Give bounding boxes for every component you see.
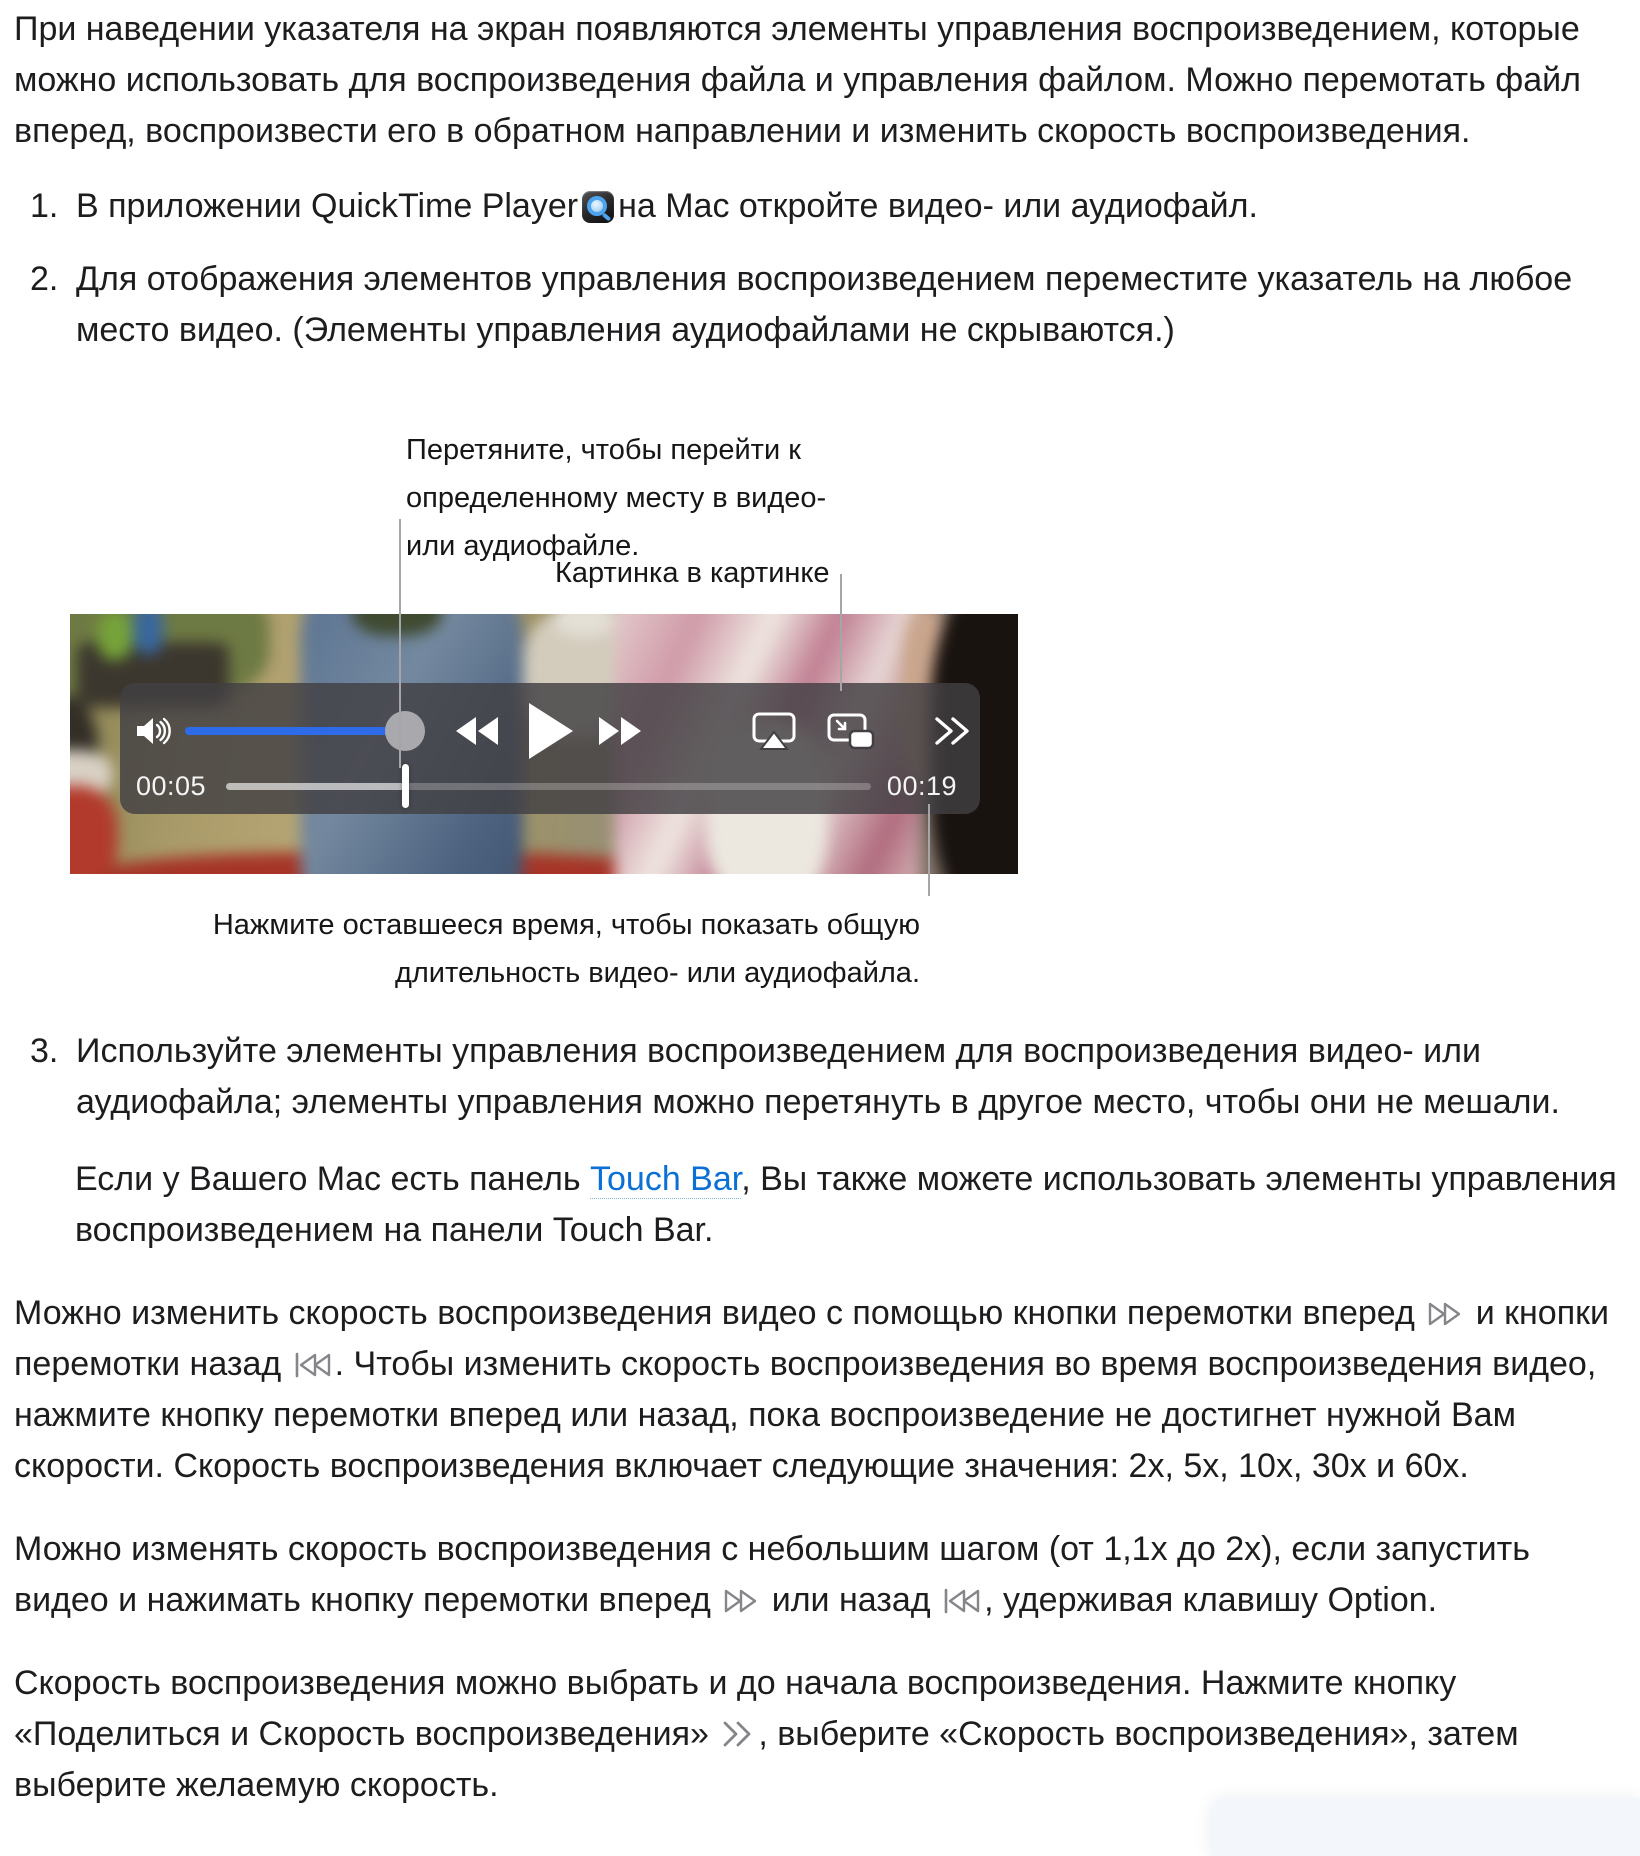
speed-increments-paragraph: Можно изменять скорость воспроизведения с небольшим шагом (от 1,1x до 2x), если запустить видео и нажимать кнопку перемотки вперед или назад , удерживая клавишу Option.: [14, 1530, 1530, 1619]
fast-forward-button-icon: [597, 716, 643, 746]
callout-line-to-remaining-time: [928, 804, 930, 896]
callout-line-to-playhead: [399, 519, 401, 768]
rewind-button-icon: [454, 716, 500, 746]
intro-paragraph: При наведении указателя на экран появляются элементы управления воспроизведением, которые можно использовать для воспроизведения файла и управления файлом. Можно перемотать файл вперед, воспроизвести его в обратном направлении и изменить скорость воспроизведения.: [14, 10, 1581, 150]
remaining-time-label: 00:19: [886, 771, 957, 801]
seek-bar-track: [226, 783, 871, 790]
volume-icon: [134, 715, 172, 747]
feedback-widget-peek[interactable]: [1210, 1798, 1640, 1856]
step-1: [14, 181, 1628, 232]
play-button-icon: [527, 703, 575, 759]
fast-forward-icon: [722, 1586, 760, 1616]
seek-bar-played: [226, 783, 407, 790]
callout-drag-to-scrub: Перетяните, чтобы перейти к определенному месту в видео- или аудиофайле.: [406, 434, 827, 562]
elapsed-time-label: 00:05: [136, 771, 207, 801]
step-2-number: 2.: [30, 260, 59, 298]
share-and-speed-chevrons-icon: [720, 1718, 756, 1750]
video-still-image: [70, 614, 1018, 874]
airplay-icon: [750, 711, 798, 751]
step-1-number: 1.: [30, 187, 59, 225]
volume-slider-track: [185, 727, 405, 735]
fast-forward-icon: [1426, 1299, 1464, 1329]
player-figure: [14, 426, 1628, 989]
choose-speed-paragraph: Скорость воспроизведения можно выбрать и до начала воспроизведения. Нажмите кнопку «Поделиться и Скорость воспроизведения» , выберите «Скорость воспроизведения», затем выберите желаемую скорость.: [14, 1664, 1519, 1804]
quicktime-q-tail: [602, 213, 611, 222]
change-speed-paragraph: Можно изменить скорость воспроизведения видео с помощью кнопки перемотки вперед и кнопки перемотки назад . Чтобы изменить скорость воспроизведения во время воспроизведения видео, нажмите кнопку перемотки вперед или назад, пока воспроизведение не достигнет нужной Вам скорости. Скорость воспроизведения включает следующие значения: 2x, 5x, 10x, 30x и 60x.: [14, 1294, 1609, 1485]
step-1-text: В приложении QuickTime Player на Mac откройте видео- или аудиофайл.: [76, 187, 1258, 225]
playhead-handle: [402, 764, 409, 808]
step-2-text: Для отображения элементов управления воспроизведением переместите указатель на любое место видео. (Элементы управления аудиофайлами не скрываются.): [76, 260, 1573, 349]
step-3-number: 3.: [30, 1032, 59, 1070]
step-3: [14, 1026, 1628, 1128]
touch-bar-link[interactable]: Touch Bar: [590, 1160, 742, 1198]
picture-in-picture-icon: [826, 711, 876, 751]
callout-remaining-time: Нажмите оставшееся время, чтобы показать общую длительность видео- или аудиофайла.: [212, 909, 920, 989]
steps-list: [14, 181, 1628, 1256]
callout-line-to-pip-button: [840, 574, 842, 691]
volume-slider-knob: [385, 711, 425, 751]
step-3-text: Используйте элементы управления воспроизведением для воспроизведения видео- или аудиофайла; элементы управления можно перетянуть в другое место, чтобы они не мешали.: [76, 1032, 1560, 1121]
playback-controls-bar: [120, 683, 980, 814]
quicktime-player-app-icon: [582, 191, 614, 223]
rewind-icon: [293, 1350, 333, 1380]
step-2: [14, 254, 1628, 356]
callout-picture-in-picture: Картинка в картинке: [555, 557, 830, 589]
rewind-icon: [942, 1586, 982, 1616]
touch-bar-paragraph: Если у Вашего Mac есть панель Touch Bar, Вы также можете использовать элементы управления воспроизведением на панели Touch Bar.: [75, 1160, 1617, 1249]
more-controls-chevrons-icon: [930, 715, 972, 747]
